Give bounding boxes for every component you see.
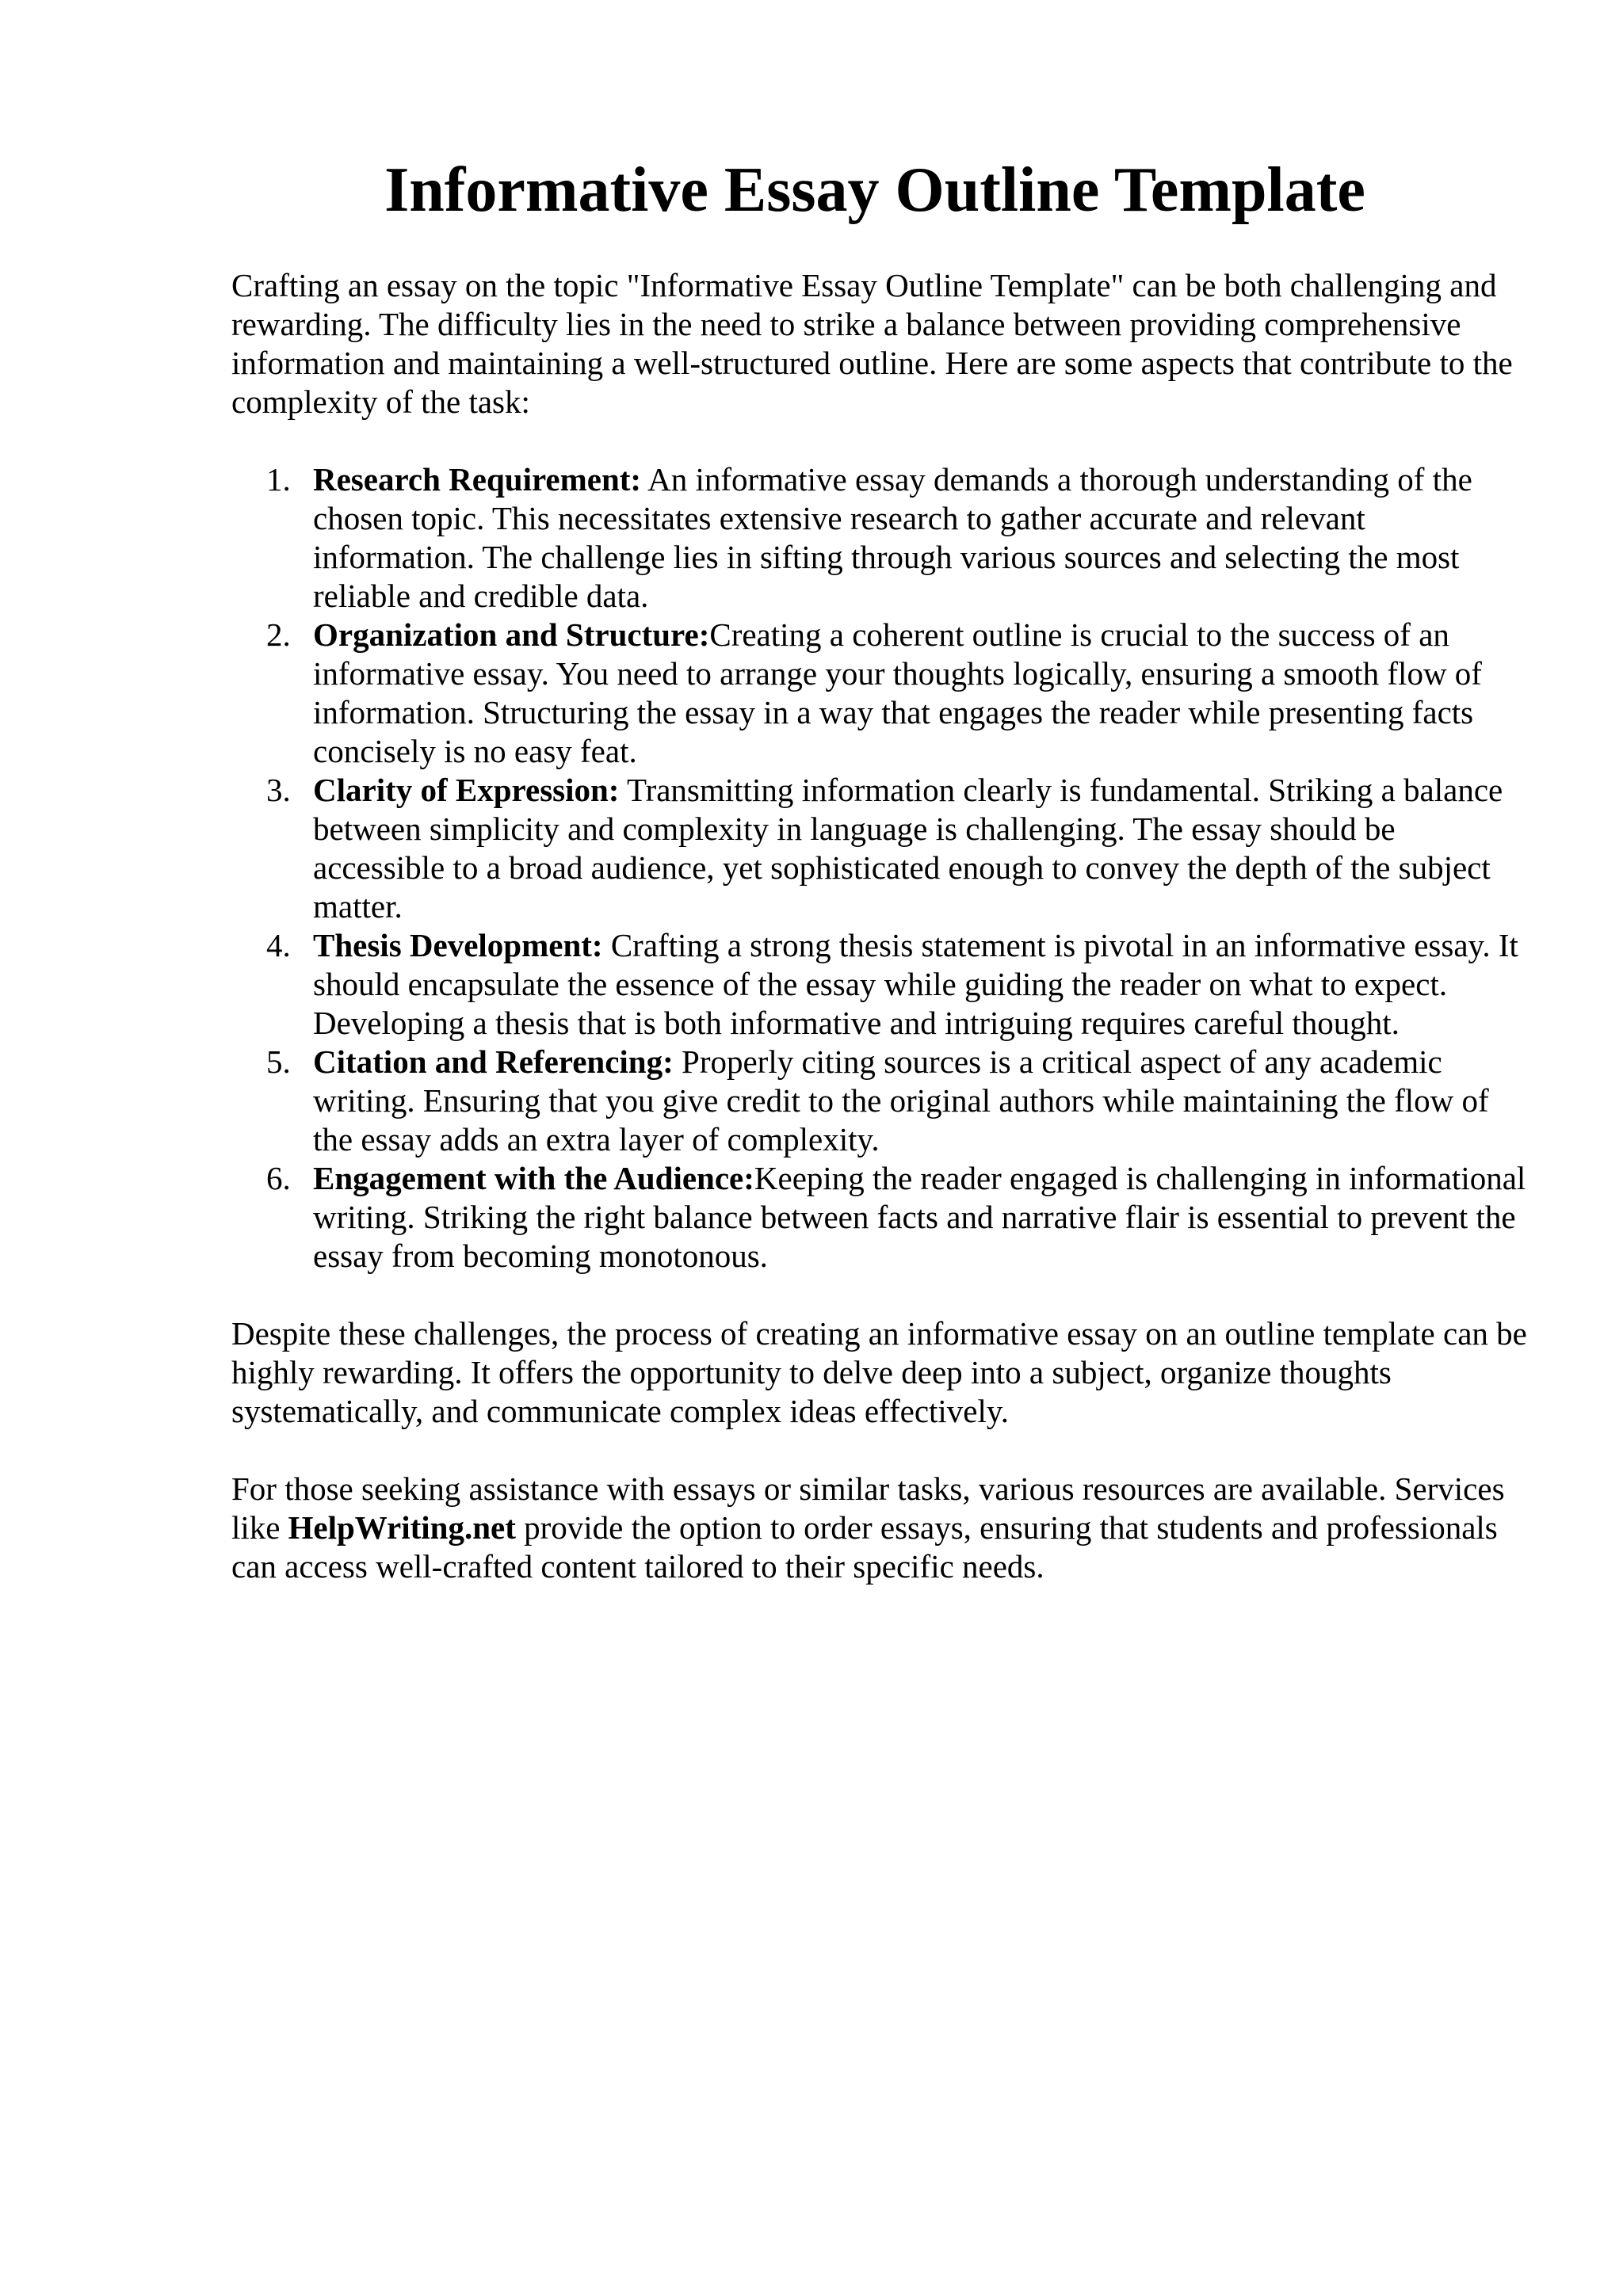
closing-paragraph — [231, 1470, 1531, 1586]
list-item-number: 6. — [266, 1160, 291, 1196]
list-item-term: Clarity of Expression: — [313, 772, 620, 808]
document-body — [231, 266, 1531, 1586]
list-item — [231, 1159, 1531, 1276]
list-item — [231, 1043, 1531, 1159]
list-item-term: Research Requirement: — [313, 461, 642, 498]
list-item-text: Creating a coherent outline is crucial to the success of an informative essay. You need to arrange your thoughts logically, ensuring a smooth flow of information. Structuring the essay in a way that engages the reader while presenting facts concisely is no easy feat. — [313, 616, 1482, 769]
list-item-term: Organization and Structure: — [313, 616, 710, 653]
list-item — [231, 926, 1531, 1043]
list-item-text: Crafting a strong thesis statement is pivotal in an informative essay. It should encapsulate the essence of the essay while guiding the reader on what to expect. Developing a thesis that is both informative and intriguing requires careful thought. — [313, 927, 1518, 1041]
list-item — [231, 460, 1531, 616]
document-title: Informative Essay Outline Template — [384, 155, 1365, 225]
closing-text-before: For those seeking assistance with essays or similar tasks, various resources are available. Services like — [231, 1470, 1505, 1546]
list-item-term: Thesis Development: — [313, 927, 603, 963]
list-item-term: Citation and Referencing: — [313, 1043, 674, 1080]
list-item — [231, 616, 1531, 771]
list-item-term: Engagement with the Audience: — [313, 1160, 754, 1196]
list-item-text: Transmitting information clearly is fundamental. Striking a balance between simplicity and complexity in language is challenging. The essay should be accessible to a broad audience, yet sophisticated enough to convey the depth of the subject matter. — [313, 772, 1503, 925]
intro-paragraph: Crafting an essay on the topic "Informative Essay Outline Template" can be both challenging and rewarding. The difficulty lies in the need to strike a balance between providing comprehensive information and maintaining a well-structured outline. Here are some aspects that contribute to the complexity of the task: — [231, 267, 1513, 420]
list-item — [231, 771, 1531, 926]
list-item-text: An informative essay demands a thorough understanding of the chosen topic. This necessitates extensive research to gather accurate and relevant information. The challenge lies in sifting through various sources and selecting the most reliable and credible data. — [313, 461, 1472, 614]
list-item-text: Properly citing sources is a critical aspect of any academic writing. Ensuring that you give credit to the original authors while maintaining the flow of the essay adds an extra layer of complexity. — [313, 1043, 1489, 1158]
list-item-number: 1. — [266, 461, 291, 498]
brand-name: HelpWriting.net — [288, 1509, 516, 1546]
list-item-number: 5. — [266, 1043, 291, 1080]
list-item-text: Keeping the reader engaged is challenging in informational writing. Striking the right balance between facts and narrative flair is essential to prevent the essay from becoming monotonous. — [313, 1160, 1526, 1274]
aspects-list — [231, 460, 1531, 1276]
list-item-number: 2. — [266, 616, 291, 653]
list-item-number: 4. — [266, 927, 291, 963]
closing-text-after: provide the option to order essays, ensuring that students and professionals can access well-crafted content tailored to their specific needs. — [231, 1509, 1498, 1585]
list-item-number: 3. — [266, 772, 291, 808]
conclusion-paragraph: Despite these challenges, the process of creating an informative essay on an outline template can be highly rewarding. It offers the opportunity to delve deep into a subject, organize thoughts systematically, and communicate complex ideas effectively. — [231, 1315, 1527, 1429]
